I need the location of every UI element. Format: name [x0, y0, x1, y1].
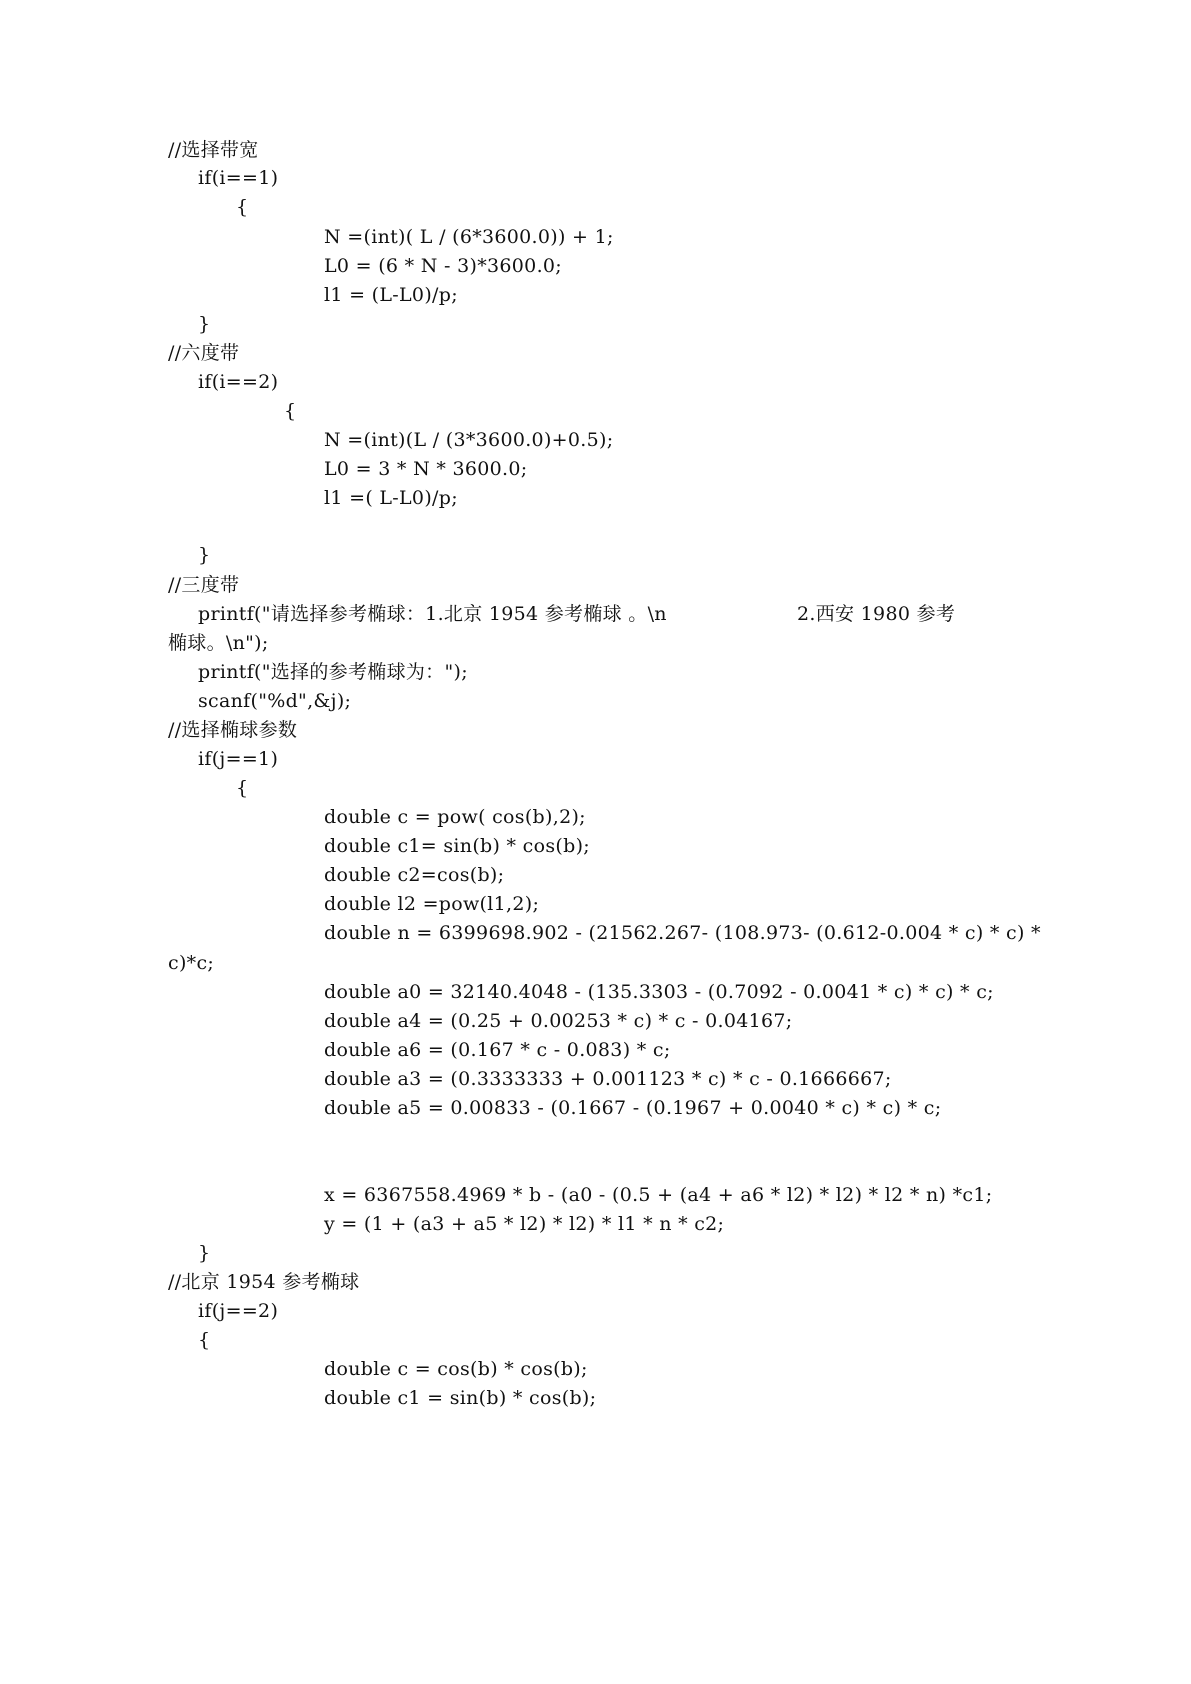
code-line: double a6 = (0.167 * c - 0.083) * c;: [324, 1039, 671, 1061]
code-line: double c = pow( cos(b),2);: [324, 806, 586, 828]
code-line: scanf("%d",&j);: [198, 690, 352, 712]
code-line: double c1 = sin(b) * cos(b);: [324, 1387, 597, 1409]
code-line: 2.西安 1980 参考: [797, 603, 956, 625]
code-line: if(j==2): [198, 1300, 279, 1322]
code-line: }: [198, 1242, 211, 1264]
code-line: double a3 = (0.3333333 + 0.001123 * c) * c - 0.1666667;: [324, 1068, 892, 1090]
code-comment: //三度带: [168, 574, 240, 596]
code-line: {: [198, 1329, 211, 1351]
code-line: {: [236, 196, 249, 218]
code-line: L0 = 3 * N * 3600.0;: [324, 458, 528, 480]
code-line: double a4 = (0.25 + 0.00253 * c) * c - 0.04167;: [324, 1010, 793, 1032]
code-line: 椭球。\n");: [168, 632, 269, 654]
code-line: double n = 6399698.902 - (21562.267- (108.973- (0.612-0.004 * c) * c) *: [324, 922, 1041, 944]
code-line: if(i==2): [198, 371, 279, 393]
code-line: double c = cos(b) * cos(b);: [324, 1358, 588, 1380]
code-line: double a5 = 0.00833 - (0.1667 - (0.1967 + 0.0040 * c) * c) * c;: [324, 1097, 942, 1119]
code-line: x = 6367558.4969 * b - (a0 - (0.5 + (a4 + a6 * l2) * l2) * l2 * n) *c1;: [324, 1184, 993, 1206]
code-line: N =(int)( L / (6*3600.0)) + 1;: [324, 226, 614, 248]
code-line: l1 = (L-L0)/p;: [324, 284, 458, 306]
code-line: c)*c;: [168, 952, 215, 974]
code-line: N =(int)(L / (3*3600.0)+0.5);: [324, 429, 614, 451]
code-line: if(i==1): [198, 167, 279, 189]
code-line: double l2 =pow(l1,2);: [324, 893, 540, 915]
code-line: y = (1 + (a3 + a5 * l2) * l2) * l1 * n * c2;: [324, 1213, 725, 1235]
code-comment: //选择带宽: [168, 139, 259, 161]
code-comment: //北京 1954 参考椭球: [168, 1271, 360, 1293]
code-line: {: [236, 777, 249, 799]
code-line: if(j==1): [198, 748, 279, 770]
code-line: L0 = (6 * N - 3)*3600.0;: [324, 255, 562, 277]
code-line: }: [198, 313, 211, 335]
code-line: }: [198, 544, 211, 566]
code-comment: //六度带: [168, 342, 240, 364]
code-line: l1 =( L-L0)/p;: [324, 487, 458, 509]
code-line: printf("请选择参考椭球：1.北京 1954 参考椭球 。\n: [198, 603, 667, 625]
code-line: {: [284, 400, 297, 422]
code-line: double c1= sin(b) * cos(b);: [324, 835, 591, 857]
code-line: printf("选择的参考椭球为：");: [198, 661, 468, 683]
code-line: double c2=cos(b);: [324, 864, 505, 886]
code-line: double a0 = 32140.4048 - (135.3303 - (0.7092 - 0.0041 * c) * c) * c;: [324, 981, 994, 1003]
code-comment: //选择椭球参数: [168, 719, 298, 741]
